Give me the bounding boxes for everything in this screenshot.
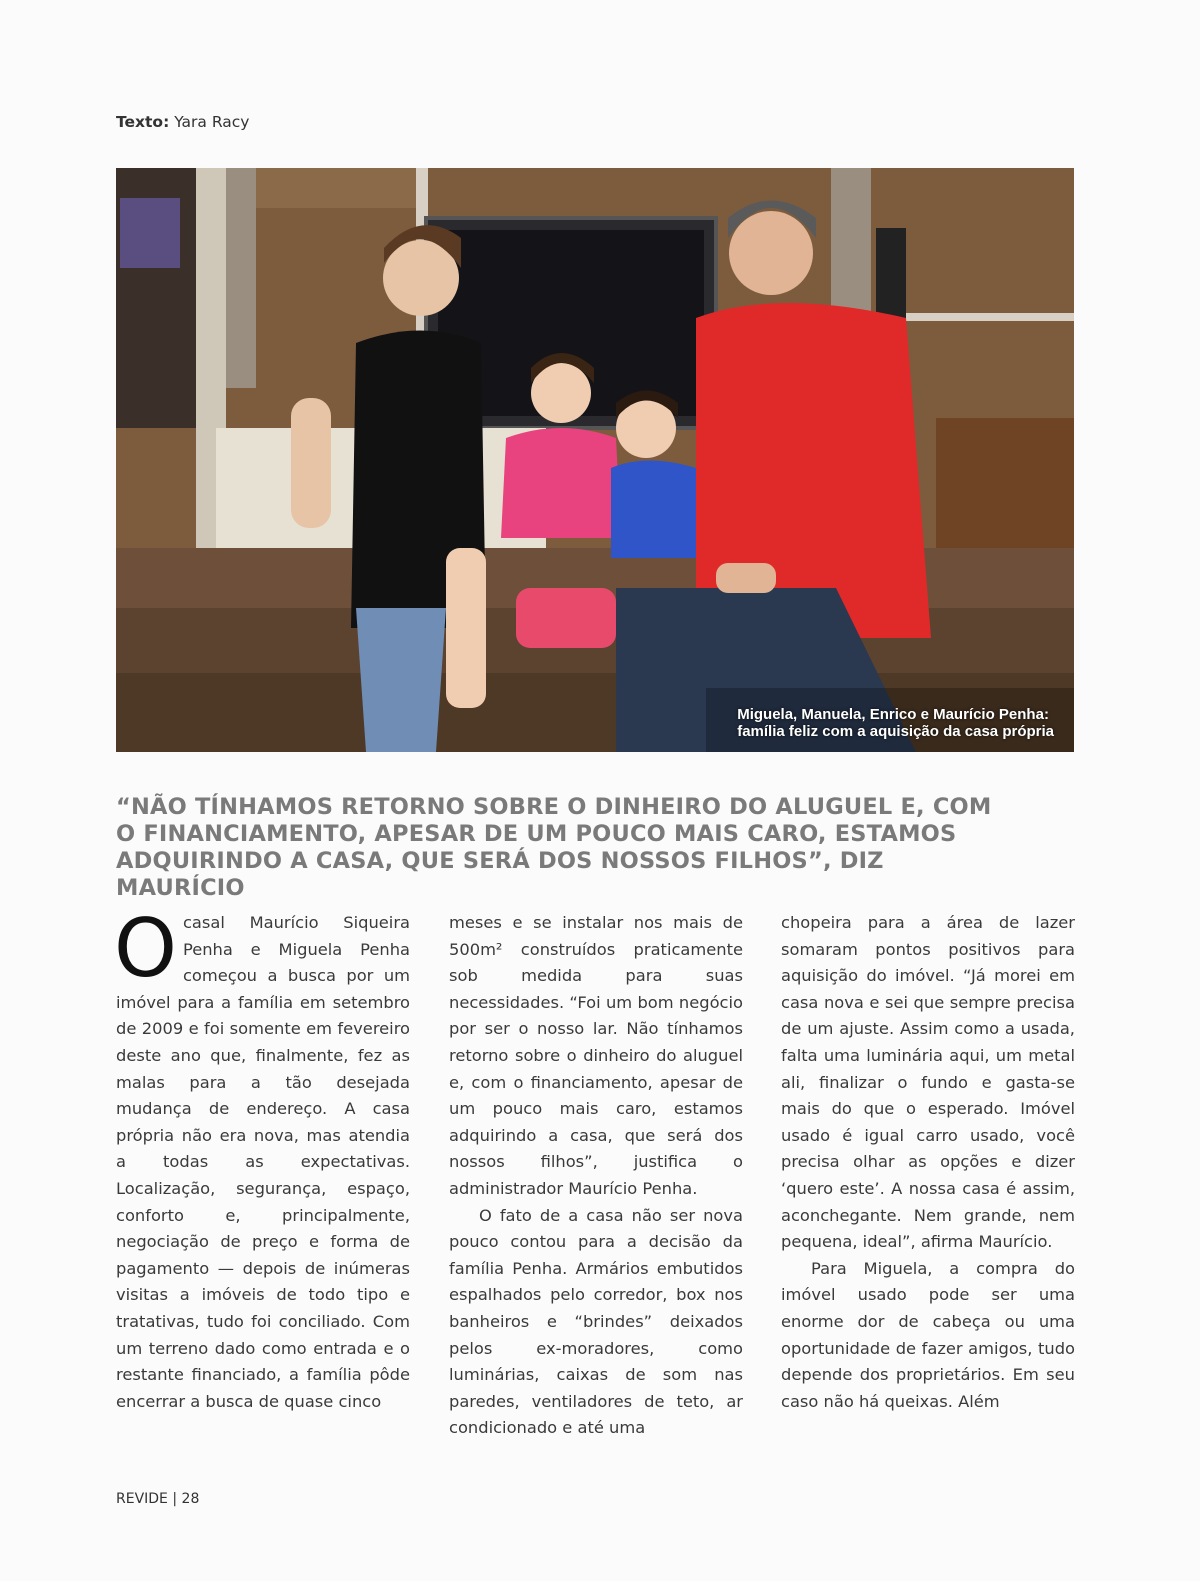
article-column-3	[781, 910, 1075, 1415]
page-footer	[116, 1491, 199, 1507]
paragraph-2-continued: chopeira para a área de lazer somaram pontos positivos para aquisição do imóvel. “Já morei em casa nova e sei que sempre precisa de um ajuste. Assim como a usada, falta uma luminária aqui, um metal ali, finalizar o fundo e gasta-se mais do que o esperado. Imóvel usado é igual carro usado, você precisa olhar as opções e dizer ‘quero este’. A nossa casa é assim, aconchegante. Nem grande, nem pequena, ideal”, afirma Maurício.	[781, 913, 1075, 1252]
page-number: 28	[181, 1491, 200, 1507]
photo-caption-line2: família feliz com a aquisição da casa própria	[737, 723, 1054, 740]
byline	[116, 113, 249, 131]
paragraph-1: casal Maurício Siqueira Penha e Miguela Penha começou a busca por um imóvel para a família em setembro de 2009 e foi somente em fevereiro deste ano que, finalmente, fez as malas para a tão desejada mudança de endereço. A casa própria não era nova, mas atendia a todas as expectativas. Localização, segurança, espaço, conforto e, principalmente, negociação de preço e forma de pagamento — depois de inúmeras visitas a imóveis de todo tipo e tratativas, tudo foi conciliado. Com um terreno dado como entrada e o restante financiado, a família pôde encerrar a busca de quase cinco	[116, 913, 410, 1411]
article-column-1	[114, 902, 410, 1415]
photo-caption	[737, 706, 1054, 740]
paragraph-2: O fato de a casa não ser nova pouco contou para a decisão da família Penha. Armários embutidos espalhados pelo corredor, box nos banheiros e “brindes” deixados pelos ex-moradores, como luminárias, caixas de som nas paredes, ventiladores de teto, ar condicionado e até uma	[449, 1205, 743, 1438]
paragraph-1-continued: meses e se instalar nos mais de 500m² construídos praticamente sob medida para suas necessidades. “Foi um bom negócio por ser o nosso lar. Não tínhamos retorno sobre o dinheiro do aluguel e, com o financiamento, apesar de um pouco mais caro, estamos adquirindo a casa, que será dos nossos filhos”, justifica o administrador Maurício Penha.	[449, 913, 743, 1198]
family-photo	[116, 168, 1074, 752]
family-photo-illustration	[116, 168, 1074, 752]
byline-author: Yara Racy	[174, 113, 250, 131]
pull-quote: “NÃO TÍNHAMOS RETORNO SOBRE O DINHEIRO DO ALUGUEL E, COM O FINANCIAMENTO, APESAR DE UM POUCO MAIS CARO, ESTAMOS ADQUIRINDO A CASA, QUE SERÁ DOS NOSSOS FILHOS”, DIZ MAURÍCIO	[116, 794, 992, 901]
article-column-2	[449, 910, 743, 1442]
byline-label: Texto:	[116, 113, 170, 131]
magazine-name: REVIDE	[116, 1491, 168, 1507]
photo-caption-line1: Miguela, Manuela, Enrico e Maurício Penha:	[737, 706, 1049, 723]
drop-cap: O	[114, 902, 177, 995]
footer-separator: |	[172, 1491, 178, 1507]
paragraph-3: Para Miguela, a compra do imóvel usado pode ser uma enorme dor de cabeça ou uma oportunidade de fazer amigos, tudo depende dos proprietários. Em seu caso não há queixas. Além	[781, 1258, 1075, 1411]
